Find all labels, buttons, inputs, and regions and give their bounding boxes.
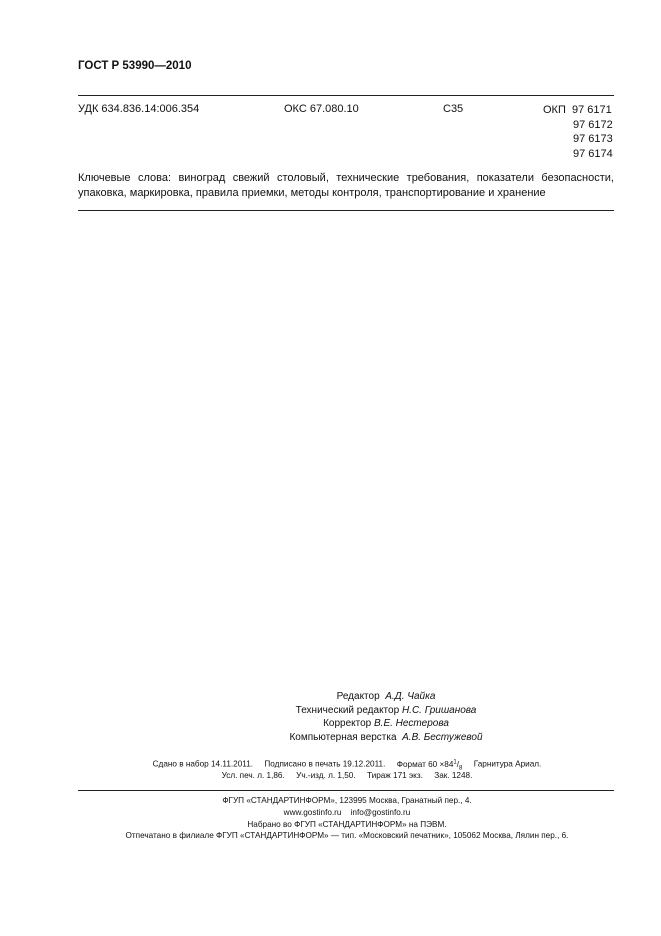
okp-code: 97 6172	[573, 118, 613, 131]
document-title: ГОСТ Р 53990—2010	[78, 60, 192, 72]
keywords-paragraph: Ключевые слова: виноград свежий столовый, технические требования, показатели безопасности, упаковка, маркировка, правила приемки, методы контроля, транспортирование и хранение	[78, 172, 614, 199]
printed-sheets: Усл. печ. л. 1,86.	[221, 771, 285, 780]
editorial-credits	[200, 690, 572, 744]
imprint-rule	[78, 790, 614, 791]
credit-layout	[200, 731, 572, 745]
order-number: Зак. 1248.	[434, 771, 473, 780]
credit-role: Компьютерная верстка	[289, 731, 397, 743]
publisher-sheets: Уч.-изд. л. 1,50.	[296, 771, 356, 780]
credit-role: Технический редактор	[295, 704, 400, 716]
typeface: Гарнитура Ариал.	[473, 759, 542, 769]
format-denominator: 8	[459, 765, 463, 772]
publisher-block	[80, 795, 614, 842]
credit-role: Корректор	[323, 718, 372, 729]
okp-codes	[543, 103, 613, 161]
okp-code: 97 6174	[573, 147, 613, 160]
credit-proofreader	[200, 717, 572, 731]
publisher-website: www.gostinfo.ru	[283, 807, 342, 817]
group-code: С35	[443, 103, 464, 115]
okp-first-line	[543, 103, 613, 118]
credit-name: Н.С. Гришанова	[401, 704, 477, 716]
format-prefix: Формат 60 ×84	[396, 759, 454, 769]
paper-format: Формат $60 \times 84^1/_8$	[396, 759, 463, 772]
okp-code: 97 6171	[572, 104, 612, 116]
typeset-note: Набрано во ФГУП «СТАНДАРТИНФОРМ» на ПЭВМ.	[247, 819, 447, 829]
print-info-line-2	[80, 770, 614, 782]
format-numerator: 1	[453, 759, 457, 765]
keywords-rule	[78, 210, 614, 211]
credit-editor	[200, 690, 572, 704]
top-rule	[78, 95, 614, 96]
udk-code: УДК 634.836.14:006.354	[78, 103, 200, 115]
printed-note: Отпечатано в филиале ФГУП «СТАНДАРТИНФОРМ» — тип. «Московский печатник», 105062 Москва, Лялин пер., 6.	[125, 831, 569, 841]
credit-name: В.Е. Нестерова	[374, 718, 449, 729]
oks-code: ОКС 67.080.10	[284, 103, 359, 115]
credit-role: Редактор	[336, 691, 380, 702]
circulation: Тираж 171 экз.	[366, 771, 423, 780]
publisher-email: info@gostinfo.ru	[350, 807, 411, 817]
credit-name: А.Д. Чайка	[385, 691, 436, 702]
print-signed-date: Подписано в печать 19.12.2011.	[264, 759, 386, 769]
typeset-date: Сдано в набор 14.11.2011.	[152, 759, 254, 769]
credit-technical-editor	[200, 704, 572, 718]
publisher-contacts	[80, 807, 614, 819]
okp-label: ОКП	[543, 104, 566, 116]
credit-name: А.В. Бестужевой	[402, 731, 483, 743]
publisher-address: ФГУП «СТАНДАРТИНФОРМ», 123995 Москва, Гранатный пер., 4.	[222, 796, 472, 805]
okp-code: 97 6173	[573, 133, 613, 145]
